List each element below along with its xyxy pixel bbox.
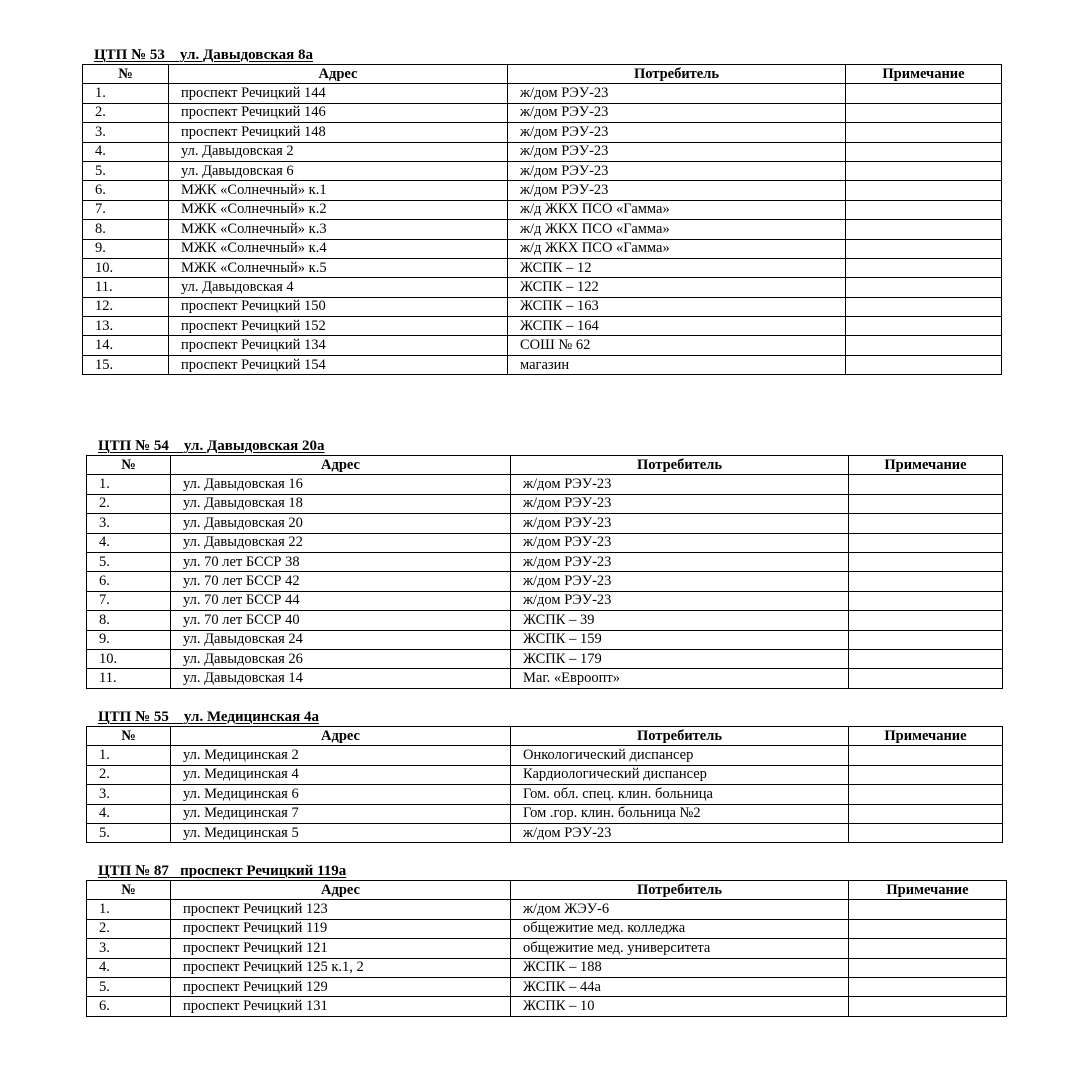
table-row	[83, 181, 1002, 200]
note-cell	[849, 804, 1003, 823]
address-cell: проспект Речицкий 150	[169, 297, 508, 316]
consumer-cell: общежитие мед. университета	[511, 939, 849, 958]
address-cell: ул. Давыдовская 24	[171, 630, 511, 649]
consumer-cell: ж/дом РЭУ-23	[511, 475, 849, 494]
note-cell	[849, 533, 1003, 552]
address-cell: ул. Медицинская 4	[171, 765, 511, 784]
row-number: 1.	[87, 475, 171, 494]
consumer-cell: ж/дом ЖЭУ-6	[511, 900, 849, 919]
section-title: ЦТП № 54 ул. Давыдовская 20а	[98, 438, 325, 454]
table-row	[83, 258, 1002, 277]
section-ctp-55	[86, 709, 1003, 843]
note-cell	[849, 611, 1003, 630]
row-number: 3.	[87, 785, 171, 804]
address-cell: проспект Речицкий 121	[171, 939, 511, 958]
note-cell	[849, 919, 1007, 938]
table-row	[83, 239, 1002, 258]
note-cell	[846, 123, 1002, 142]
column-header-consumer: Потребитель	[511, 456, 849, 475]
consumer-cell: ЖСПК – 39	[511, 611, 849, 630]
table-row	[83, 142, 1002, 161]
column-header-address: Адрес	[171, 456, 511, 475]
table-row	[87, 939, 1007, 958]
table-row	[83, 161, 1002, 180]
address-cell: ул. Давыдовская 22	[171, 533, 511, 552]
consumer-table	[82, 64, 1002, 375]
consumer-cell: ж/дом РЭУ-23	[508, 123, 846, 142]
consumer-table	[86, 726, 1003, 843]
section-ctp-87	[86, 863, 1007, 1017]
consumer-table	[86, 880, 1007, 1017]
row-number: 2.	[87, 919, 171, 938]
consumer-cell: Маг. «Евроопт»	[511, 669, 849, 688]
consumer-cell: ж/дом РЭУ-23	[508, 103, 846, 122]
note-cell	[846, 336, 1002, 355]
column-header-note: Примечание	[846, 65, 1002, 84]
row-number: 8.	[87, 611, 171, 630]
note-cell	[849, 630, 1003, 649]
column-header-num: №	[87, 727, 171, 746]
table-row	[87, 997, 1007, 1016]
row-number: 10.	[87, 649, 171, 668]
row-number: 9.	[87, 630, 171, 649]
address-cell: МЖК «Солнечный» к.4	[169, 239, 508, 258]
address-cell: ул. Давыдовская 4	[169, 278, 508, 297]
note-cell	[846, 297, 1002, 316]
table-row	[87, 552, 1003, 571]
table-row	[83, 200, 1002, 219]
consumer-cell: ж/дом РЭУ-23	[511, 591, 849, 610]
note-cell	[849, 552, 1003, 571]
row-number: 5.	[87, 977, 171, 996]
note-cell	[846, 239, 1002, 258]
table-row	[83, 103, 1002, 122]
note-cell	[846, 220, 1002, 239]
row-number: 1.	[83, 84, 169, 103]
consumer-cell: ЖСПК – 188	[511, 958, 849, 977]
address-cell: ул. 70 лет БССР 38	[171, 552, 511, 571]
row-number: 12.	[83, 297, 169, 316]
note-cell	[846, 142, 1002, 161]
row-number: 10.	[83, 258, 169, 277]
consumer-cell: ЖСПК – 12	[508, 258, 846, 277]
table-row	[87, 919, 1007, 938]
consumer-cell: ЖСПК – 122	[508, 278, 846, 297]
table-row	[87, 514, 1003, 533]
address-cell: проспект Речицкий 134	[169, 336, 508, 355]
row-number: 11.	[83, 278, 169, 297]
row-number: 2.	[87, 494, 171, 513]
column-header-address: Адрес	[171, 727, 511, 746]
consumer-cell: общежитие мед. колледжа	[511, 919, 849, 938]
address-cell: ул. Давыдовская 16	[171, 475, 511, 494]
row-number: 4.	[87, 804, 171, 823]
table-row	[87, 630, 1003, 649]
column-header-consumer: Потребитель	[508, 65, 846, 84]
row-number: 13.	[83, 317, 169, 336]
consumer-cell: ж/дом РЭУ-23	[511, 823, 849, 842]
note-cell	[846, 161, 1002, 180]
note-cell	[849, 514, 1003, 533]
note-cell	[849, 765, 1003, 784]
table-row	[87, 823, 1003, 842]
address-cell: ул. Медицинская 2	[171, 746, 511, 765]
section-title: ЦТП № 87 проспект Речицкий 119а	[98, 863, 347, 879]
table-row	[87, 572, 1003, 591]
table-header-row	[87, 881, 1007, 900]
row-number: 3.	[83, 123, 169, 142]
column-header-note: Примечание	[849, 881, 1007, 900]
note-cell	[846, 200, 1002, 219]
column-header-consumer: Потребитель	[511, 881, 849, 900]
consumer-cell: ЖСПК – 163	[508, 297, 846, 316]
note-cell	[846, 355, 1002, 374]
consumer-cell: ж/дом РЭУ-23	[511, 533, 849, 552]
consumer-cell: ЖСПК – 10	[511, 997, 849, 1016]
address-cell: проспект Речицкий 131	[171, 997, 511, 1016]
section-ctp-54	[86, 438, 1003, 689]
address-cell: ул. Давыдовская 26	[171, 649, 511, 668]
row-number: 4.	[87, 533, 171, 552]
table-header-row	[87, 456, 1003, 475]
table-row	[83, 317, 1002, 336]
note-cell	[849, 823, 1003, 842]
table-row	[83, 84, 1002, 103]
consumer-cell: ж/дом РЭУ-23	[508, 181, 846, 200]
table-row	[87, 669, 1003, 688]
address-cell: МЖК «Солнечный» к.3	[169, 220, 508, 239]
address-cell: проспект Речицкий 125 к.1, 2	[171, 958, 511, 977]
column-header-note: Примечание	[849, 456, 1003, 475]
column-header-num: №	[87, 881, 171, 900]
table-row	[87, 591, 1003, 610]
table-row	[87, 649, 1003, 668]
row-number: 9.	[83, 239, 169, 258]
consumer-cell: ЖСПК – 179	[511, 649, 849, 668]
consumer-cell: магазин	[508, 355, 846, 374]
row-number: 5.	[87, 552, 171, 571]
table-row	[87, 611, 1003, 630]
consumer-cell: ЖСПК – 159	[511, 630, 849, 649]
address-cell: МЖК «Солнечный» к.1	[169, 181, 508, 200]
address-cell: проспект Речицкий 152	[169, 317, 508, 336]
row-number: 15.	[83, 355, 169, 374]
table-row	[87, 900, 1007, 919]
row-number: 4.	[83, 142, 169, 161]
table-row	[87, 475, 1003, 494]
note-cell	[849, 958, 1007, 977]
note-cell	[849, 591, 1003, 610]
table-row	[87, 977, 1007, 996]
note-cell	[849, 649, 1003, 668]
note-cell	[849, 939, 1007, 958]
address-cell: проспект Речицкий 129	[171, 977, 511, 996]
note-cell	[849, 475, 1003, 494]
note-cell	[846, 84, 1002, 103]
address-cell: проспект Речицкий 148	[169, 123, 508, 142]
note-cell	[849, 977, 1007, 996]
row-number: 14.	[83, 336, 169, 355]
table-row	[87, 804, 1003, 823]
address-cell: ул. Давыдовская 2	[169, 142, 508, 161]
table-row	[87, 533, 1003, 552]
table-row	[83, 355, 1002, 374]
note-cell	[849, 746, 1003, 765]
note-cell	[849, 494, 1003, 513]
row-number: 7.	[83, 200, 169, 219]
consumer-cell: СОШ № 62	[508, 336, 846, 355]
address-cell: МЖК «Солнечный» к.2	[169, 200, 508, 219]
note-cell	[849, 900, 1007, 919]
address-cell: ул. 70 лет БССР 40	[171, 611, 511, 630]
consumer-cell: Гом .гор. клин. больница №2	[511, 804, 849, 823]
consumer-cell: ж/д ЖКХ ПСО «Гамма»	[508, 200, 846, 219]
note-cell	[846, 103, 1002, 122]
table-row	[87, 765, 1003, 784]
address-cell: ул. Медицинская 5	[171, 823, 511, 842]
row-number: 2.	[87, 765, 171, 784]
table-row	[83, 336, 1002, 355]
note-cell	[849, 785, 1003, 804]
consumer-cell: ж/дом РЭУ-23	[511, 494, 849, 513]
row-number: 7.	[87, 591, 171, 610]
consumer-cell: ЖСПК – 164	[508, 317, 846, 336]
section-title: ЦТП № 53 ул. Давыдовская 8а	[94, 47, 314, 63]
consumer-cell: ж/дом РЭУ-23	[511, 514, 849, 533]
column-header-address: Адрес	[169, 65, 508, 84]
row-number: 3.	[87, 514, 171, 533]
consumer-cell: ж/дом РЭУ-23	[508, 161, 846, 180]
row-number: 2.	[83, 103, 169, 122]
table-row	[83, 297, 1002, 316]
row-number: 1.	[87, 900, 171, 919]
row-number: 3.	[87, 939, 171, 958]
note-cell	[849, 572, 1003, 591]
consumer-cell: ж/д ЖКХ ПСО «Гамма»	[508, 239, 846, 258]
address-cell: проспект Речицкий 154	[169, 355, 508, 374]
row-number: 6.	[87, 572, 171, 591]
section-title: ЦТП № 55 ул. Медицинская 4а	[98, 709, 319, 725]
consumer-cell: ЖСПК – 44а	[511, 977, 849, 996]
row-number: 6.	[83, 181, 169, 200]
table-header-row	[87, 727, 1003, 746]
address-cell: проспект Речицкий 144	[169, 84, 508, 103]
table-row	[87, 746, 1003, 765]
note-cell	[846, 258, 1002, 277]
note-cell	[849, 997, 1007, 1016]
consumer-cell: ж/дом РЭУ-23	[511, 572, 849, 591]
table-row	[83, 220, 1002, 239]
address-cell: ул. 70 лет БССР 44	[171, 591, 511, 610]
note-cell	[846, 317, 1002, 336]
address-cell: ул. Давыдовская 20	[171, 514, 511, 533]
column-header-num: №	[83, 65, 169, 84]
column-header-address: Адрес	[171, 881, 511, 900]
table-row	[87, 785, 1003, 804]
address-cell: ул. Медицинская 7	[171, 804, 511, 823]
note-cell	[846, 278, 1002, 297]
column-header-num: №	[87, 456, 171, 475]
note-cell	[846, 181, 1002, 200]
consumer-cell: ж/дом РЭУ-23	[508, 142, 846, 161]
consumer-cell: Кардиологический диспансер	[511, 765, 849, 784]
table-row	[83, 123, 1002, 142]
consumer-cell: ж/дом РЭУ-23	[508, 84, 846, 103]
address-cell: проспект Речицкий 123	[171, 900, 511, 919]
row-number: 11.	[87, 669, 171, 688]
column-header-consumer: Потребитель	[511, 727, 849, 746]
address-cell: МЖК «Солнечный» к.5	[169, 258, 508, 277]
consumer-cell: ж/дом РЭУ-23	[511, 552, 849, 571]
address-cell: ул. Давыдовская 18	[171, 494, 511, 513]
column-header-note: Примечание	[849, 727, 1003, 746]
row-number: 5.	[83, 161, 169, 180]
row-number: 8.	[83, 220, 169, 239]
consumer-cell: Онкологический диспансер	[511, 746, 849, 765]
table-row	[83, 278, 1002, 297]
address-cell: ул. Давыдовская 14	[171, 669, 511, 688]
row-number: 1.	[87, 746, 171, 765]
address-cell: проспект Речицкий 146	[169, 103, 508, 122]
row-number: 4.	[87, 958, 171, 977]
consumer-cell: ж/д ЖКХ ПСО «Гамма»	[508, 220, 846, 239]
address-cell: проспект Речицкий 119	[171, 919, 511, 938]
row-number: 5.	[87, 823, 171, 842]
consumer-table	[86, 455, 1003, 689]
address-cell: ул. 70 лет БССР 42	[171, 572, 511, 591]
address-cell: ул. Медицинская 6	[171, 785, 511, 804]
section-ctp-53	[82, 47, 1002, 375]
row-number: 6.	[87, 997, 171, 1016]
table-row	[87, 494, 1003, 513]
consumer-cell: Гом. обл. спец. клин. больница	[511, 785, 849, 804]
table-row	[87, 958, 1007, 977]
table-header-row	[83, 65, 1002, 84]
address-cell: ул. Давыдовская 6	[169, 161, 508, 180]
note-cell	[849, 669, 1003, 688]
